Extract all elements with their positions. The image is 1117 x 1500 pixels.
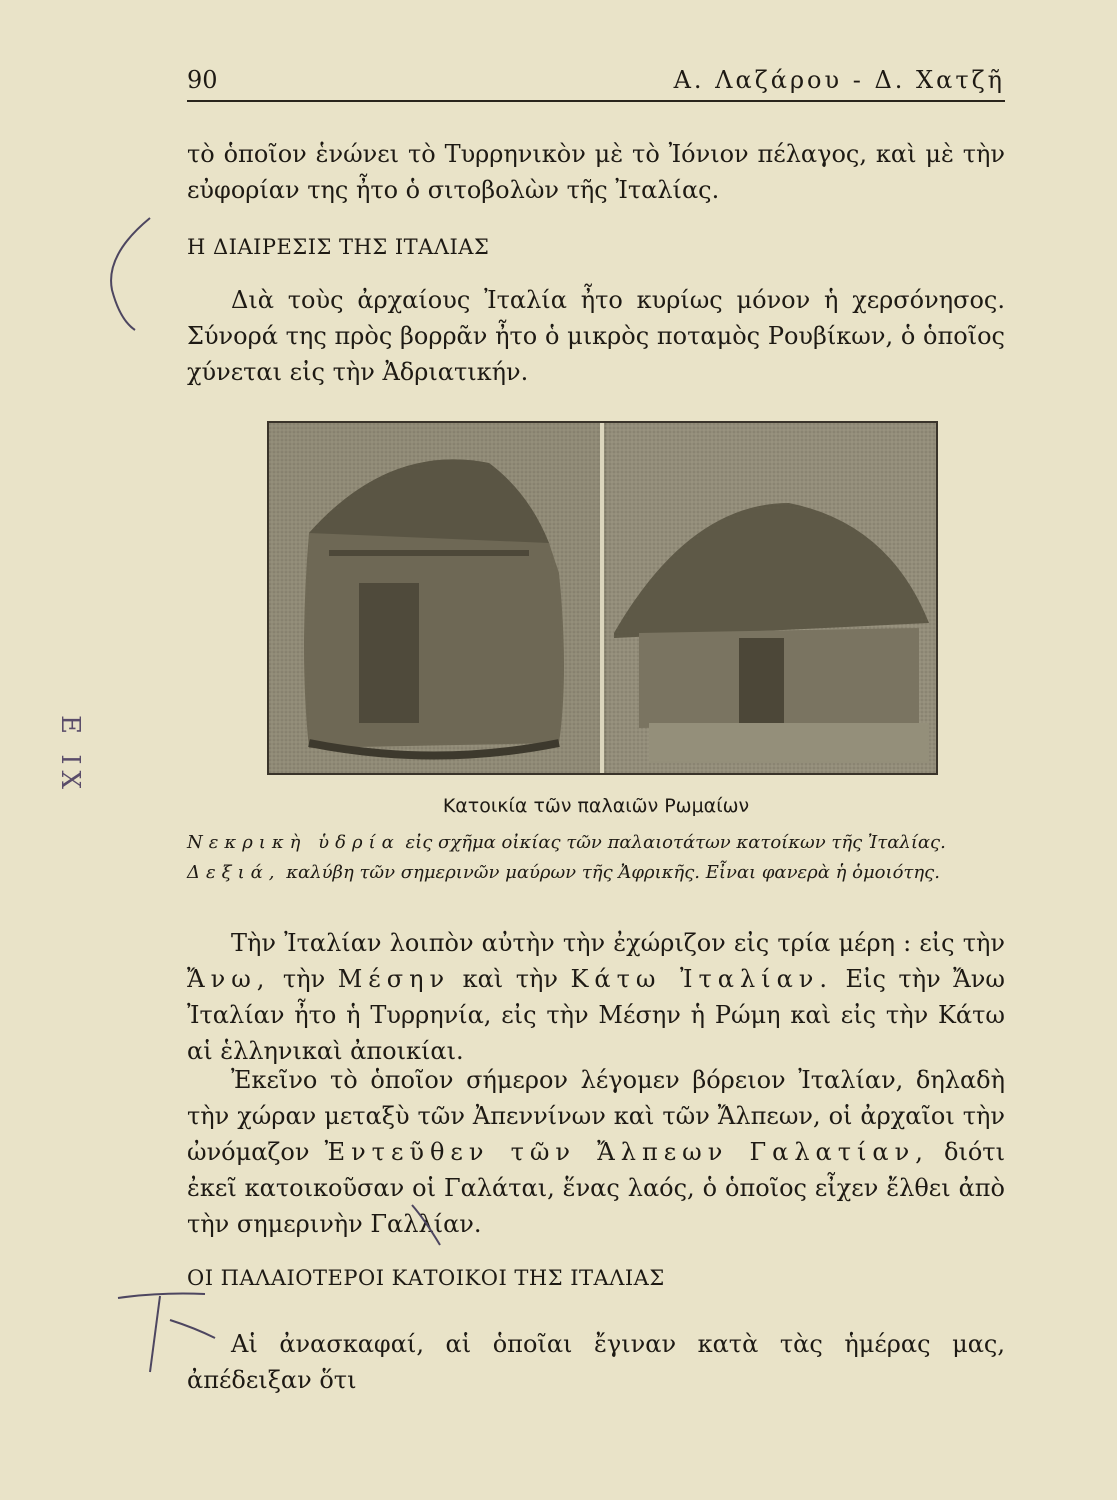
p3-start: Ἐκεῖνο τὸ ὁποῖον σήμερον λέγομεν βόρειον Ἰταλίαν, δηλαδὴ τὴν χώραν μεταξὺ τῶν Ἀπεννίνων καὶ τῶν Ἄλπεων, οἱ ἀρχαῖοι τὴν ὠνόμαζον: [187, 1066, 1005, 1166]
p2-kato: Κάτω Ἰταλίαν.: [570, 965, 834, 993]
p2-mesin: Μέσην: [337, 965, 451, 993]
caption-line-1-text: εἰς σχῆμα οἰκίας τῶν παλαιοτάτων κατοίκων τῆς Ἰταλίας.: [405, 832, 946, 853]
caption-right-label: Δεξιά,: [187, 862, 281, 883]
p2-ano: Ἄνω,: [187, 965, 271, 993]
figure-photograph: [267, 421, 938, 775]
caption-left-label: Νεκρικὴ ὑδρία: [187, 832, 400, 853]
p2-kai: καὶ τὴν: [462, 965, 558, 993]
header-rule: [187, 100, 1005, 102]
figure-caption-line-1: [187, 828, 1005, 858]
huts-photo-icon: [269, 423, 936, 773]
p2-start: Τὴν Ἰταλίαν λοιπὸν αὐτὴν τὴν ἐχώριζον εἰς τρία μέρη : εἰς τὴν: [231, 929, 1005, 957]
page-number: 90: [187, 66, 218, 94]
paragraph-intro: τὸ ὁποῖον ἑνώνει τὸ Τυρρηνικὸν μὲ τὸ Ἰόνιον πέλαγος, καὶ μὲ τὴν εὐφορίαν της ἦτο ὁ σιτοβολὼν τῆς Ἰταλίας.: [187, 140, 1005, 204]
caption-line-2-text: καλύβη τῶν σημερινῶν μαύρων τῆς Ἀφρικῆς. Εἶναι φανερὰ ἡ ὁμοιότης.: [286, 862, 940, 883]
figure-caption-title: Κατοικία τῶν παλαιῶν Ρωμαίων: [442, 795, 750, 817]
running-head-authors: Α. Λαζάρου - Δ. Χατζῆ: [673, 66, 1005, 94]
p2-the: τὴν: [282, 965, 326, 993]
paragraph-cisalpine: [187, 1062, 1005, 1242]
paragraph-division: Διὰ τοὺς ἀρχαίους Ἰταλία ἦτο κυρίως μόνον ἡ χερσόνησος. Σύνορά της πρὸς βορρᾶν ἦτο ὁ μικρὸς ποταμὸς Ρουβίκων, ὁ ὁποῖος χύνεται εἰς τὴν Ἀδριατικήν.: [187, 286, 1005, 386]
p3-end: διότι ἐκεῖ κατοικοῦσαν οἱ Γαλάται, ἕνας λαός, ὁ ὁποῖος εἶχεν ἔλθει ἀπὸ τὴν σημερινὴν Γαλλίαν.: [187, 1138, 1005, 1238]
p2-rest: Εἰς τὴν Ἄνω Ἰταλίαν ἦτο ἡ Τυρρηνία, εἰς τὴν Μέσην ἡ Ρώμη καὶ εἰς τὴν Κάτω αἱ ἑλληνικαὶ ἀποικίαι.: [187, 965, 1005, 1065]
section-heading-division: Η ΔΙΑΙΡΕΣΙΣ ΤΗΣ ΙΤΑΛΙΑΣ: [187, 235, 490, 259]
paragraph-excavations: Αἱ ἀνασκαφαί, αἱ ὁποῖαι ἔγιναν κατὰ τὰς ἡμέρας μας, ἀπέδειξαν ὅτι: [187, 1330, 1005, 1394]
paragraph-three-parts: [187, 925, 1005, 1069]
margin-pencil-note: Ε ΙΧ: [55, 715, 85, 796]
figure-caption-line-2: [187, 858, 1005, 888]
p3-spaced: Ἐντεῦθεν τῶν Ἄλπεων Γαλατίαν,: [324, 1138, 929, 1166]
section-heading-inhabitants: ΟΙ ΠΑΛΑΙΟΤΕΡΟΙ ΚΑΤΟΙΚΟΙ ΤΗΣ ΙΤΑΛΙΑΣ: [187, 1266, 665, 1290]
